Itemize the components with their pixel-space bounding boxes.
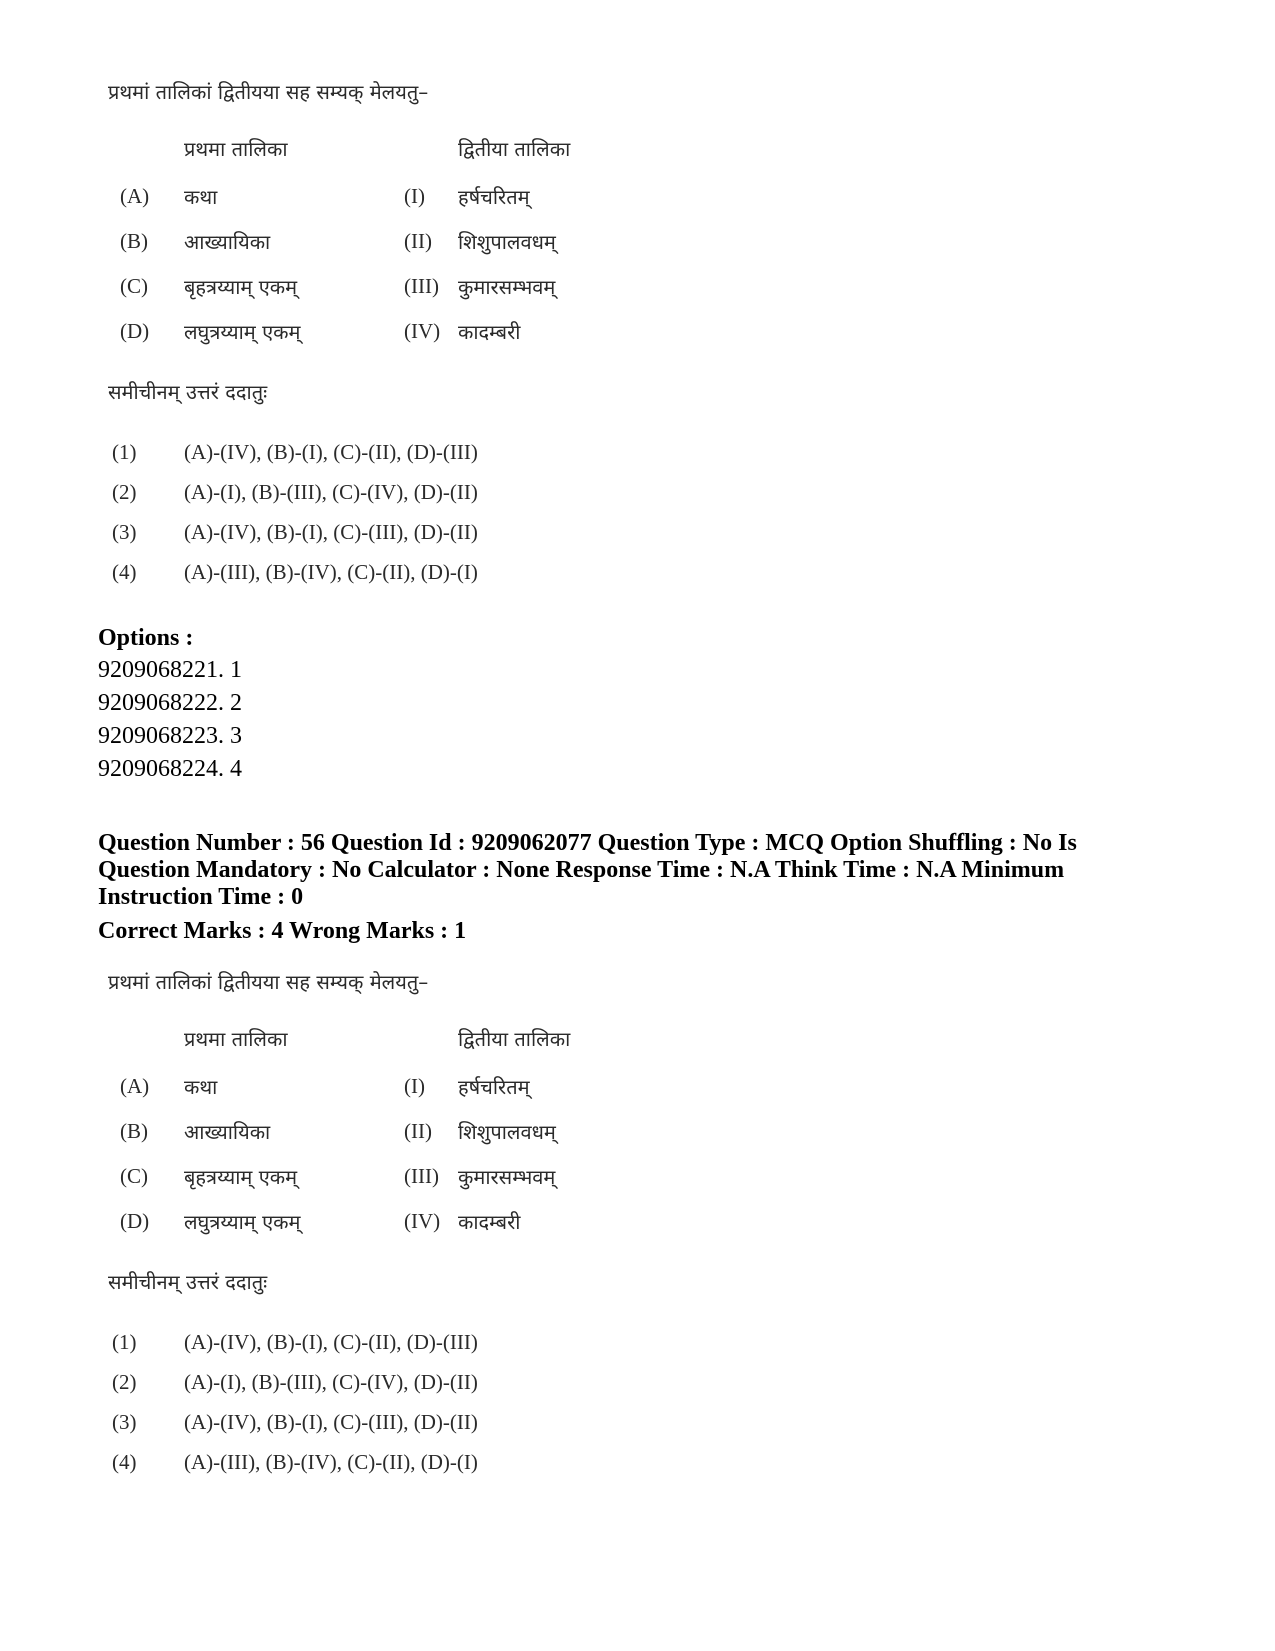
list-2-item: हर्षचरितम् [458,185,530,209]
list-2-label: (III) [404,274,439,298]
list-2-header: द्वितीया तालिका [458,136,571,161]
list-1-item: बृहत्रय्याम् एकम् [184,1165,298,1189]
list-1-header: प्रथमा तालिका [184,1026,288,1051]
list-header-row [108,1018,668,1058]
list-1-item: कथा [184,1075,218,1099]
list-1-item: लघुत्रय्याम् एकम् [184,1210,301,1234]
list-row [108,219,668,264]
answer-choice-text: (A)-(I), (B)-(III), (C)-(IV), (D)-(II) [184,1369,478,1394]
answer-choice-text: (A)-(I), (B)-(III), (C)-(IV), (D)-(II) [184,479,478,504]
answer-choice [108,552,668,592]
list-2-item: कुमारसम्भवम् [458,275,556,299]
answer-choice-number: (3) [112,1409,137,1434]
list-1-item: आख्यायिका [184,230,271,254]
question-image-2 [108,968,668,1482]
list-row [108,1199,668,1244]
question-meta-line: Instruction Time : 0 [98,884,304,910]
option-line: 9209068224. 4 [98,756,242,782]
list-2-item: कादम्बरी [458,1210,521,1234]
list-2-item: कादम्बरी [458,320,521,344]
answer-choice-number: (2) [112,1369,137,1394]
list-2-item: कुमारसम्भवम् [458,1165,556,1189]
answer-choice-text: (A)-(IV), (B)-(I), (C)-(II), (D)-(III) [184,439,478,464]
list-row [108,1064,668,1109]
list-1-label: (B) [120,229,148,253]
option-line: 9209068221. 1 [98,657,242,683]
options-section [98,622,1208,786]
question-marks: Correct Marks : 4 Wrong Marks : 1 [98,918,467,944]
answer-choice [108,1442,668,1482]
question-instruction: प्रथमां तालिकां द्वितीयया सह सम्यक् मेलयतु– [108,970,429,994]
list-2-item: शिशुपालवधम् [458,230,556,254]
match-lists [108,1018,668,1244]
list-1-item: बृहत्रय्याम् एकम् [184,275,298,299]
list-header-row [108,128,668,168]
answer-prompt: समीचीनम् उत्तरं ददातुः [108,1270,268,1294]
answer-choice [108,472,668,512]
question-meta-line: Question Number : 56 Question Id : 9209062077 Question Type : MCQ Option Shuffling : No Is [98,830,1077,856]
answer-choice-text: (A)-(III), (B)-(IV), (C)-(II), (D)-(I) [184,559,478,584]
answer-choice-number: (2) [112,479,137,504]
answer-choice [108,1322,668,1362]
list-1-item: लघुत्रय्याम् एकम् [184,320,301,344]
answer-choice-number: (4) [112,559,137,584]
list-1-item: आख्यायिका [184,1120,271,1144]
list-2-header: द्वितीया तालिका [458,1026,571,1051]
list-2-label: (III) [404,1164,439,1188]
list-row [108,264,668,309]
answer-choice-number: (3) [112,519,137,544]
list-2-label: (II) [404,1119,432,1143]
list-1-header: प्रथमा तालिका [184,136,288,161]
list-1-label: (A) [120,184,150,208]
answer-choice-number: (4) [112,1449,137,1474]
answer-choice [108,1402,668,1442]
list-1-label: (C) [120,274,148,298]
answer-choices [108,432,668,592]
match-lists [108,128,668,354]
list-2-item: शिशुपालवधम् [458,1120,556,1144]
list-row [108,309,668,354]
list-2-item: हर्षचरितम् [458,1075,530,1099]
list-2-label: (I) [404,1074,425,1098]
question-instruction: प्रथमां तालिकां द्वितीयया सह सम्यक् मेलयतु– [108,80,429,104]
answer-choice-number: (1) [112,439,137,464]
question-image-1 [108,78,668,592]
options-title: Options : [98,625,194,651]
answer-choice-text: (A)-(IV), (B)-(I), (C)-(III), (D)-(II) [184,1409,478,1434]
list-1-item: कथा [184,185,218,209]
list-2-label: (IV) [404,319,441,343]
question-meta [98,830,1208,947]
question-meta-line: Question Mandatory : No Calculator : None Response Time : N.A Think Time : N.A Minimum [98,857,1065,883]
list-2-label: (IV) [404,1209,441,1233]
list-row [108,174,668,219]
answer-choice-text: (A)-(IV), (B)-(I), (C)-(III), (D)-(II) [184,519,478,544]
list-1-label: (B) [120,1119,148,1143]
list-2-label: (II) [404,229,432,253]
list-2-label: (I) [404,184,425,208]
answer-choice [108,432,668,472]
option-line: 9209068222. 2 [98,690,242,716]
option-line: 9209068223. 3 [98,723,242,749]
list-1-label: (C) [120,1164,148,1188]
answer-prompt: समीचीनम् उत्तरं ददातुः [108,380,268,404]
list-1-label: (D) [120,1209,150,1233]
answer-choice-number: (1) [112,1329,137,1354]
answer-choice-text: (A)-(IV), (B)-(I), (C)-(II), (D)-(III) [184,1329,478,1354]
answer-choices [108,1322,668,1482]
list-row [108,1109,668,1154]
answer-choice-text: (A)-(III), (B)-(IV), (C)-(II), (D)-(I) [184,1449,478,1474]
list-1-label: (A) [120,1074,150,1098]
list-row [108,1154,668,1199]
answer-choice [108,1362,668,1402]
answer-choice [108,512,668,552]
list-1-label: (D) [120,319,150,343]
